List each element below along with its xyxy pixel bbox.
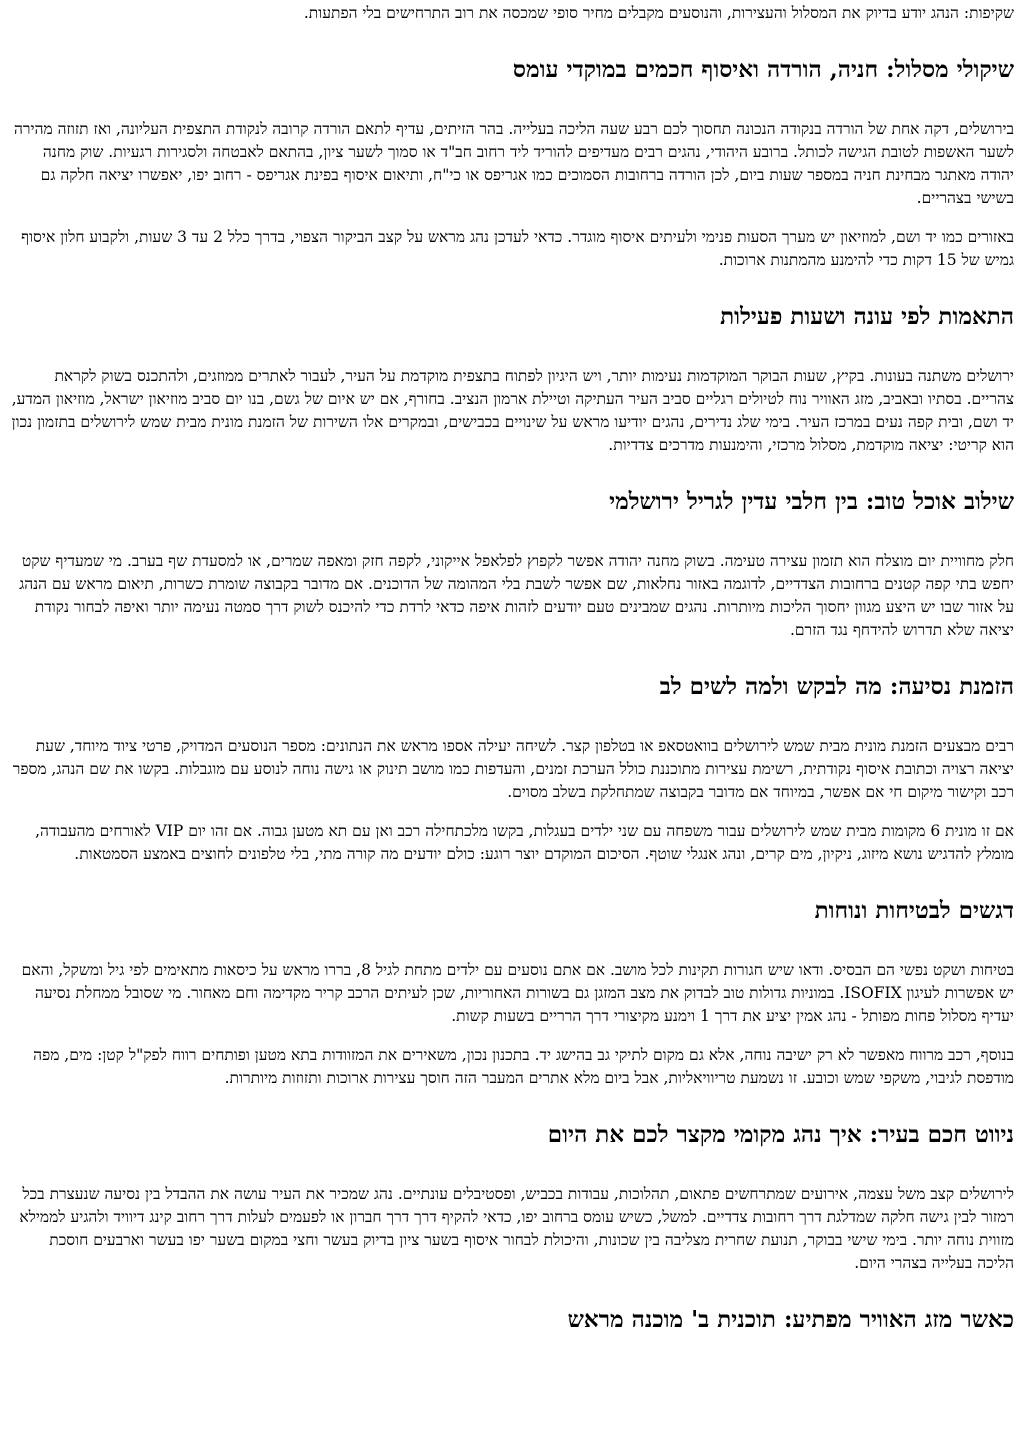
section-paragraph: ירושלים משתנה בעונות. בקיץ, שעות הבוקר המוקדמות נעימות יותר, ויש היגיון לפתוח בתצפית מוקדמת על העיר, לעבור לאתרים ממוזגים, ולהתכנס בשוק לקראת צהריים. בסתיו ובאביב, מזג האוויר נוח לטיולים רגליים סביב העיר העתיקה וטיילת ארמון הנציב. בחורף, אם יש איום של גשם, בנו יום סביב מוזיאון ישראל, מוזיאון המדע, יד ושם, ובית קפה נעים במרכז העיר. בימי שלג נדירים, נהגים יודיעו מראש על שינויים בכבישים, ובמקרים אלו השירות של הזמנת מונית מבית שמש לירושלים בתזמון נכון הוא קריטי: יציאה מוקדמת, מסלול מרכזי, והימנעות מדרכים צדדיות. [11,367,1014,454]
section-paragraph: לירושלים קצב משל עצמה, אירועים שמתרחשים פתאום, תהלוכות, עבודות בכביש, ופסטיבלים עונתיים. נהג שמכיר את העיר עושה את ההבדל בין נסיעה שנעצרת בכל רמזור לבין גישה חלקה שמדלגת דרך רחובות צדדיים. למשל, כשיש עומס ברחוב יפו, כדאי להקיף דרך דרך חברון או לפעמים לעלות דרך רחוב קינג דיוויד ולהגיע לממילא מזווית נוחה יותר. בימי שישי בבוקר, תנועת שחרית מצליבה בין שכונות, והיכולת לבחור איסוף בשער ציון בדיוק בעשר וחצי במקום בשער יפו בעשר וארבעים חוסכת הליכה בעלייה בצהרי היום. [19,1185,1014,1272]
section-heading: ניווט חכם בעיר: איך נהג מקומי מקצר לכם את היום [547,1121,1014,1148]
section-heading: הזמנת נסיעה: מה לבקש ולמה לשים לב [659,673,1014,700]
section-paragraph: רבים מבצעים הזמנת מונית מבית שמש לירושלים בוואטסאפ או בטלפון קצר. לשיחה יעילה אספו מראש את הנתונים: מספר הנוסעים המדויק, פרטי ציוד מיוחד, שעת יציאה רצויה וכתובת איסוף נקודתית, רשימת עצירות מתוכננת כולל הערכת זמנים, והעדפות כמו מושב תינוק או גישה נוחה לנוסע עם מוגבלות. בקשו את שם הנהג, מספר רכב וקישור מיקום חי אם אפשר, במיוחד אם מדובר בקבוצה שמתחלקת בשלב מסוים. [12,737,1014,801]
section-paragraph: אם זו מונית 6 מקומות מבית שמש לירושלים עבור משפחה עם שני ילדים בעגלות, בקשו מלכתחילה רכב ואן עם תא מטען גבוה. אם זהו יום VIP לאורחים מהעבודה, מומלץ להדגיש נושא מיזוג, ניקיון, מים קרים, ונהג אנגלי שוטף. הסיכום המוקדם יוצר רוגע: כולם יודעים מה קורה מתי, בלי טלפונים לחוצים באמצע הסמטאות. [35,822,1014,863]
section-paragraph: בירושלים, דקה אחת של הורדה בנקודה הנכונה תחסוך לכם רבע שעה הליכה בעלייה. בהר הזיתים, עדיף לתאם הורדה קרובה לנקודת התצפית העליונה, ואז תזוזה מהירה לשער האשפות לטובת הגישה לכותל. ברובע היהודי, נהגים רבים מעדיפים להוריד ליד רחוב חב"ד או סמוך לשער ציון, בהתאם לאבטחה ולסגירות רגעיות. שוק מחנה יהודה מאתגר מבחינת חניה במספר שעות ביום, לכן הורדה ברחובות הסמוכים כמו אגריפס או כי"ח, ותיאום איסוף בפינת אגריפס - רחוב יפו, יאפשרו יציאה חלקה גם בשישי בצהריים. [14,120,1014,207]
section-paragraph: בטיחות ושקט נפשי הם הבסיס. ודאו שיש חגורות תקינות לכל מושב. אם אתם נוסעים עם ילדים מתחת לגיל 8, בררו מראש על כיסאות מתאימים לפי גיל ומשקל, והאם יש אפשרות לעיגון ISOFIX. במוניות גדולות טוב לבדוק את מצב המזגן גם בשורות האחוריות, שכן לעיתים הרכב קריר מקדימה וחם מאחור. מי שסובל ממחלת נסיעה יעדיף מסלול פחות מפותל - נהג אמין יציע את דרך 1 וימנע מקיצורי דרך הרריים בשעות קשות. [21,961,1014,1025]
section-good-food [10,487,1014,642]
section-paragraph: בנוסף, רכב מרווח מאפשר לא רק ישיבה נוחה, אלא גם מקום לתיקי גב בהישג יד. בתכנון נכון, משאירים את המזוודות בתא מטען ופותחים רווח לפק"ל קטן: מים, מפה מודפסת לגיבוי, משקפי שמש וכובע. זו נשמעת טריוויאליות, אבל ביום מלא אתרים המעבר הזה חוסך עצירות ארוכות ותזוזות מיותרות. [33,1046,1014,1087]
section-heading: דגשים לבטיחות ונוחות [814,897,1014,924]
section-booking [10,672,1014,866]
section-heading: התאמות לפי עונה ושעות פעילות [720,303,1014,330]
section-heading: כאשר מזג האוויר מפתיע: תוכנית ב' מוכנה מראש [567,1306,1014,1333]
section-safety-comfort [10,896,1014,1090]
intro-paragraph: שקיפות: הנהג יודע בדיוק את המסלול והעצירות, והנוסעים מקבלים מחיר סופי שמכסה את רוב התרחישים בלי הפתעות. [303,4,1014,22]
section-paragraph: באזורים כמו יד ושם, למוזיאון יש מערך הסעות פנימי ולעיתים איסוף מוגדר. כדאי לעדכן נהג מראש על קצב הביקור הצפוי, בדרך כלל 2 עד 3 שעות, ולקבוע חלון איסוף גמיש של 15 דקות כדי להימנע מהמתנות ארוכות. [21,228,1014,269]
section-heading: שילוב אוכל טוב: בין חלבי עדין לגריל ירושלמי [609,488,1014,515]
section-paragraph: חלק מחוויית יום מוצלח הוא תזמון עצירה טעימה. בשוק מחנה יהודה אפשר לקפוץ לפלאפל אייקוני, לקפה חזק ומאפה שמרים, או למסעדת שף בערב. מי שמעדיף שקט יחפש בתי קפה קטנים ברחובות הצדדיים, לדוגמה באזור נחלאות, שם אפשר לשבת בלי המהומה של הדוכנים. אם מדובר בקבוצה שומרת כשרות, תיאום מראש עם הנהג על אזור שבו יש היצע מגוון יחסוך הליכות מיותרות. נהגים שמבינים טעם יודעים לזהות איפה כדאי לרדת כדי להיכנס לשוק דרך סמטה נעימה יותר ואיפה לבחור נקודת יציאה שלא תדרוש להידחף נגד הזרם. [19,552,1014,639]
section-heading: שיקולי מסלול: חניה, הורדה ואיסוף חכמים במוקדי עומס [512,56,1014,83]
section-weather-plan-b [10,1305,1014,1335]
section-route-considerations [10,55,1014,272]
section-smart-navigation [10,1120,1014,1275]
section-seasonal-adjustments [10,302,1014,457]
